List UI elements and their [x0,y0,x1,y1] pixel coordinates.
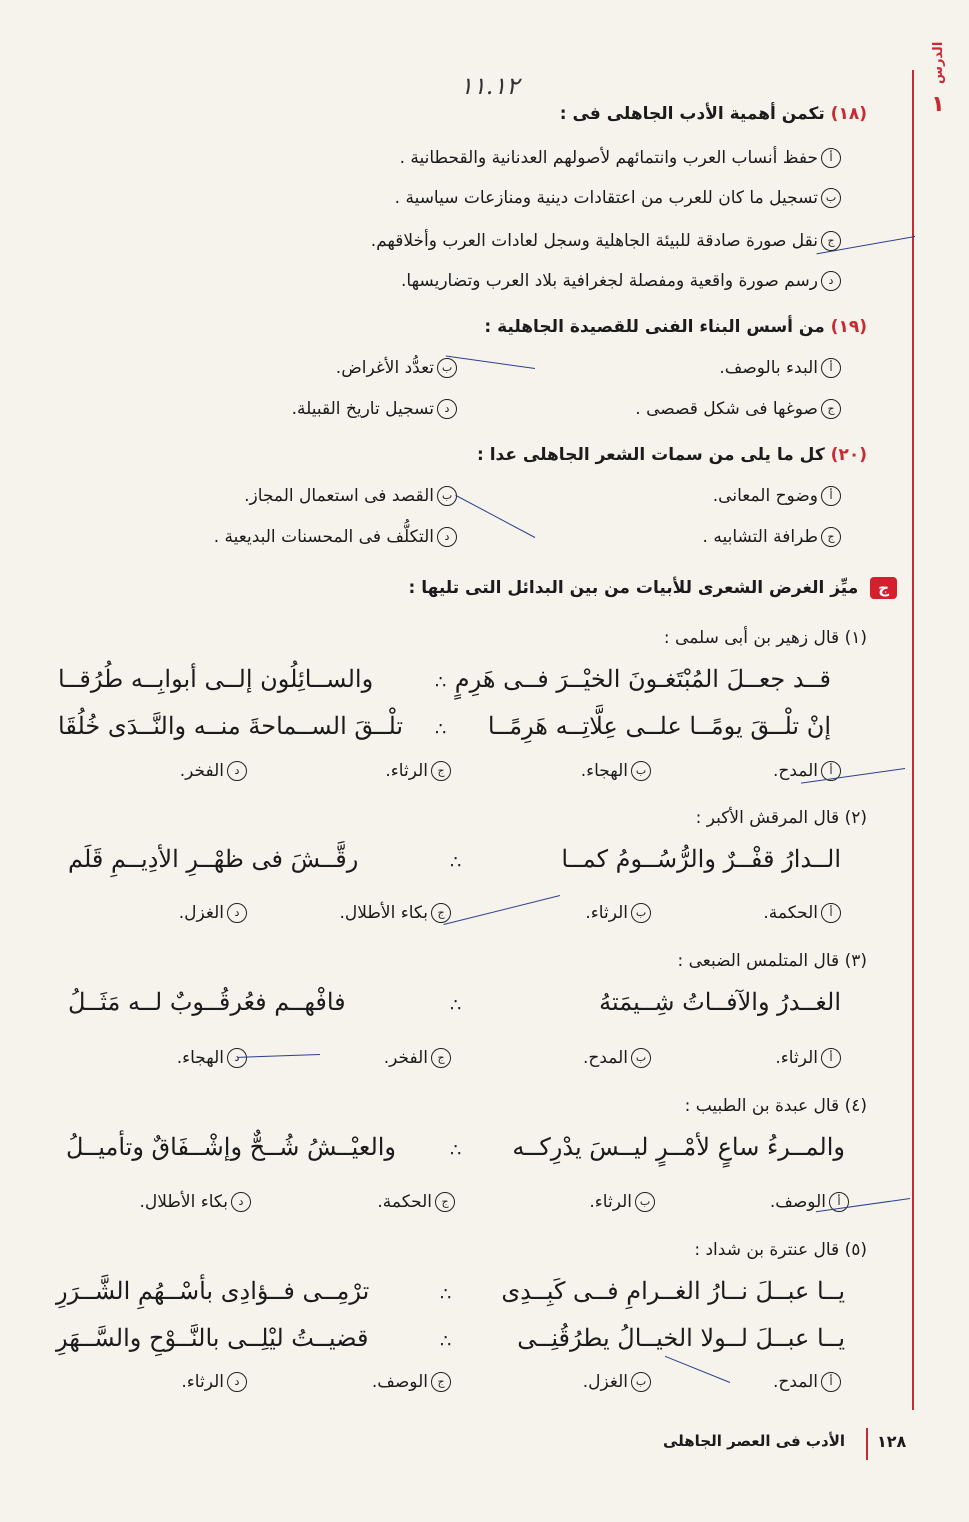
option-letter: د [437,527,457,547]
option: جالرثاء. [385,761,451,781]
verse-separator: ∴ [440,1284,452,1305]
option: جنقل صورة صادقة للبيئة الجاهلية وسجل لعادات العرب وأخلاقهم. [371,231,841,251]
verse-hemistich: قضيــتُ ليْلِــى بالنَّــوْحِ والسَّــهَرِ [56,1324,369,1352]
verse-hemistich: فافْهــم فعُرقُــوبٌ لــه مَثَــلُ [68,988,346,1016]
pen-mark [665,1356,730,1383]
option: جطرافة التشابيه . [703,527,841,547]
verse-separator: ∴ [450,1140,462,1161]
question-19: (١٩) من أسس البناء الفنى للقصيدة الجاهلية : [484,317,867,337]
option-letter: ج [435,1192,455,1212]
option: دالتكلُّف فى المحسنات البديعية . [214,527,457,547]
option: دتسجيل تاريخ القبيلة. [292,399,457,419]
verse-hemistich: والمــرءُ ساعٍ لأمْــرٍ ليــسَ يدْرِكــه [512,1133,845,1161]
option: أالبدء بالوصف. [719,358,841,378]
section-badge: ج [870,577,897,599]
poem-heading: (٤) قال عبدة بن الطبيب : [684,1096,867,1116]
option: دالفخر. [180,761,247,781]
footer-rule [866,1428,868,1460]
option-letter: ج [821,231,841,251]
verse-hemistich: إنْ تلْــقَ يومًــا علــى عِلَّاتِــه هَرِمًــا [487,712,831,740]
option: أالمدح. [773,761,841,781]
poem-heading: (١) قال زهير بن أبى سلمى : [663,628,867,648]
option: دالهجاء. [177,1048,247,1068]
option-letter: د [227,1372,247,1392]
option: أالرثاء. [775,1048,841,1068]
option-letter: أ [821,486,841,506]
option: جالحكمة. [377,1192,455,1212]
option: دالرثاء. [181,1372,247,1392]
option-letter: أ [829,1192,849,1212]
option-letter: أ [821,903,841,923]
option-letter: ب [631,1372,651,1392]
option: جالفخر. [384,1048,451,1068]
option-letter: ب [437,358,457,378]
option-letter: ج [821,527,841,547]
option-letter: أ [821,358,841,378]
verse-hemistich: الغــدرُ والآفــاتُ شِــيمَتهُ [599,988,841,1016]
verse-separator: ∴ [435,672,447,693]
option: دبكاء الأطلال. [139,1192,251,1212]
lesson-tab [918,40,958,135]
option: درسم صورة واقعية ومفصلة لجغرافية بلاد العرب وتضاريسها. [401,271,841,291]
option-letter: ج [431,761,451,781]
option-letter: د [437,399,457,419]
option-letter: أ [821,148,841,168]
poem-heading: (٣) قال المتلمس الضبعى : [677,951,867,971]
option: بالقصد فى استعمال المجاز. [244,486,457,506]
pen-mark [446,355,535,369]
option: بتعدُّد الأغراض. [336,358,457,378]
option-letter: ب [821,188,841,208]
option: بالرثاء. [585,903,651,923]
option-letter: د [227,1048,247,1068]
book-title: الأدب فى العصر الجاهلى [662,1432,845,1450]
option-letter: ج [431,1372,451,1392]
section-heading [409,577,897,599]
pen-mark [238,1054,320,1058]
verse-hemistich: والســائِلُون إلــى أبوابِــه طُرُقــا [58,665,374,693]
verse-hemistich: يــا عبــلَ لــولا الخيــالُ يطرُقُنِــى [517,1324,845,1352]
question-text: تكمن أهمية الأدب الجاهلى فى : [559,104,825,124]
page-number: ١٢٨ [877,1432,907,1451]
option-letter: د [231,1192,251,1212]
verse-hemistich: تلْــقَ الســماحةَ منــه والنَّــدَى خُلُقَا [58,712,404,740]
handwritten-note: ١١.١٢ [460,72,520,100]
option-letter: أ [821,1048,841,1068]
option-letter: ب [631,903,651,923]
option-letter: ج [821,399,841,419]
option: جصوغها فى شكل قصصى . [635,399,841,419]
option: دالغزل. [179,903,247,923]
verse-hemistich: رقَّــشَ فى ظهْــرِ الأدِيــمِ قَلَم [68,845,359,873]
section-text: ميِّز الغرض الشعرى للأبيات من بين البدائل التى تليها : [408,578,859,598]
option: أوضوح المعانى. [713,486,841,506]
verse-hemistich: قــد جعــلَ المُبْتَغـونَ الخيْــرَ فــى هَرِمٍ [454,665,831,693]
option-letter: د [821,271,841,291]
option: بالرثاء. [589,1192,655,1212]
poem-heading: (٢) قال المرقش الأكبر : [695,808,867,828]
option-letter: ب [437,486,457,506]
verse-separator: ∴ [450,995,462,1016]
option-letter: ج [431,1048,451,1068]
poem-heading: (٥) قال عنترة بن شداد : [694,1240,867,1260]
verse-hemistich: والعيْــشُ شُــحٌّ وإشْــفَاقٌ وتأميــلُ [66,1133,397,1161]
option: بتسجيل ما كان للعرب من اعتقادات دينية ومنازعات سياسية . [395,188,841,208]
option: جبكاء الأطلال. [339,903,451,923]
verse-separator: ∴ [450,852,462,873]
pen-mark [455,495,535,538]
option-letter: ب [635,1192,655,1212]
question-20: (٢٠) كل ما يلى من سمات الشعر الجاهلى عدا : [476,445,867,465]
option: أحفظ أنساب العرب وانتمائهم لأصولهم العدنانية والقحطانية . [400,148,841,168]
option: بالهجاء. [581,761,651,781]
option-letter: د [227,761,247,781]
margin-rule [912,70,914,1410]
option: بالغزل. [583,1372,651,1392]
option-letter: أ [821,1372,841,1392]
lesson-label: الدرس [930,41,946,85]
verse-separator: ∴ [435,719,447,740]
verse-hemistich: ترْمِــى فــؤادِى بأسْــهُمِ الشَّــرَرِ [56,1277,370,1305]
option: أالوصف. [770,1192,849,1212]
lesson-number: ١ [931,92,945,117]
option-letter: ب [631,1048,651,1068]
question-18 [560,104,867,124]
option: جالوصف. [372,1372,451,1392]
option: بالمدح. [583,1048,651,1068]
option-letter: ب [631,761,651,781]
question-number: (١٨) [830,104,867,124]
verse-separator: ∴ [440,1331,452,1352]
option: أالحكمة. [763,903,841,923]
verse-hemistich: يــا عبــلَ نــارُ الغــرامِ فــى كَبِــدِى [501,1277,845,1305]
verse-hemistich: الــدارُ قفْــرٌ والرُّسُــومُ كمــا [561,845,841,873]
pen-mark [443,895,560,925]
option-letter: د [227,903,247,923]
option-letter: أ [821,761,841,781]
option-letter: ج [431,903,451,923]
option: أالمدح. [773,1372,841,1392]
